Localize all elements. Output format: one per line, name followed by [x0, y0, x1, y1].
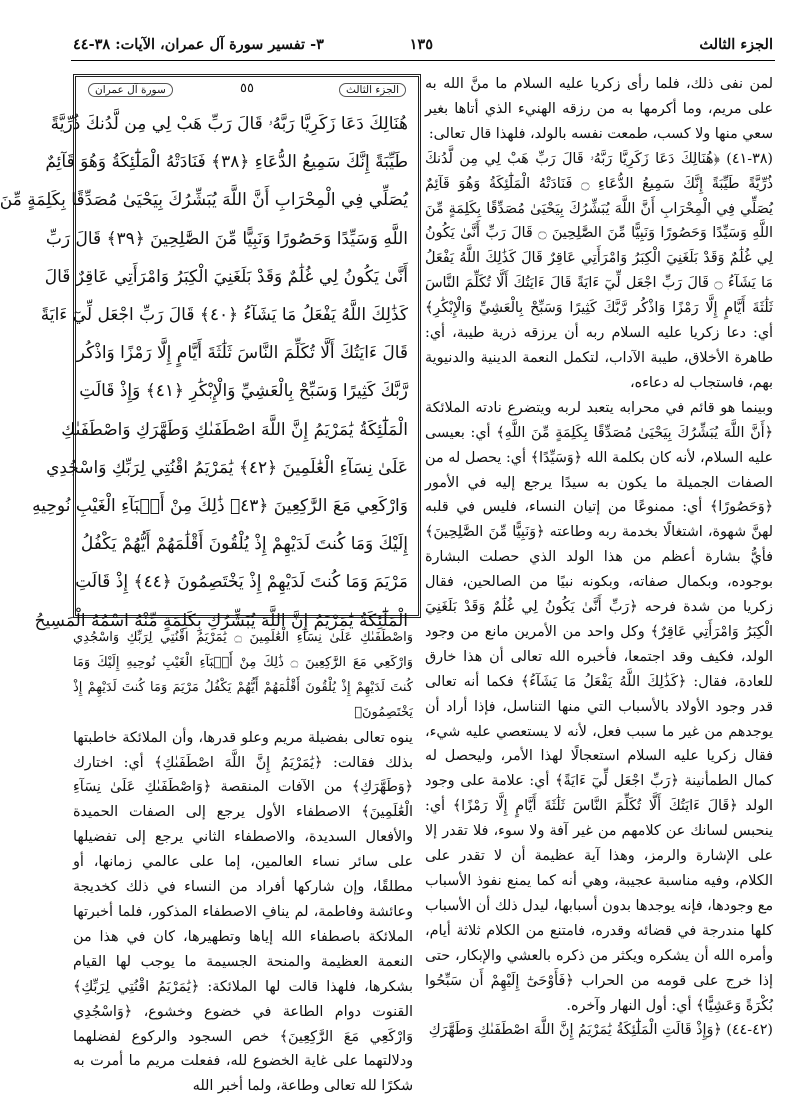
surah-label: سورة آل عمران: [88, 83, 173, 97]
verse-line: هُنَالِكَ دَعَا زَكَرِيَّا رَبَّهُۥ قَالَ رَبِّ هَبْ لِي مِن لَّدُنكَ ذُرِّيَّةً: [50, 114, 408, 134]
verse-line: الْمَلَٰٓئِكَةُ يَٰمَرْيَمُ إِنَّ اللَّهَ اصْطَفَىٰكِ وَطَهَّرَكِ وَاصْطَفَىٰكِ: [61, 419, 408, 440]
verse-line: طَيِّبَةً إِنَّكَ سَمِيعُ الدُّعَاءِ ﴿٣٨﴾ فَنَادَتْهُ الْمَلَٰٓئِكَةُ وَهُوَ قَآئِمٌ: [45, 152, 408, 173]
running-header: [73, 36, 773, 58]
verse-line: الْمَلَٰٓئِكَةُ يَٰمَرْيَمُ إِنَّ اللَّهَ يُبَشِّرُكِ بِكَلِمَةٍ مِّنْهُ اسْمُهُ الْمَسِيحُ: [34, 610, 408, 631]
verse-line: وَارْكَعِي مَعَ الرَّٰكِعِينَ ﴿٤٣﴾ ذَٰلِكَ مِنْ أَنۢبَآءِ الْغَيْبِ نُوحِيهِ: [32, 496, 408, 517]
quran-verses: [0, 105, 408, 640]
verse-line: عَلَىٰ نِسَآءِ الْعَٰلَمِينَ ﴿٤٢﴾ يَٰمَرْيَمُ اقْنُتِي لِرَبِّكِ وَاسْجُدِي: [46, 457, 408, 478]
juz-label: الجزء الثالث: [339, 83, 406, 97]
verse-line: رَّبَّكَ كَثِيرًا وَسَبِّحْ بِالْعَشِيِّ وَالْإِبْكَٰرِ ﴿٤١﴾ وَإِذْ قَالَتِ: [79, 381, 408, 402]
commentary-column-right: [425, 72, 773, 1043]
paragraph: (٣٨-٤١) ﴿هُنَالِكَ دَعَا زَكَرِيَّا رَبَّهُۥ قَالَ رَبِّ هَبْ لِي مِن لَّدُنكَ ذُرِّيَّةً طَيِّبَةً إِنَّكَ سَمِيعُ الدُّعَاءِ ۝ فَنَادَتْهُ الْمَلَٰٓئِكَةُ وَهُوَ قَآئِمٌ يُصَلِّي فِي الْمِحْرَابِ أَنَّ اللَّهَ يُبَشِّرُكَ بِيَحْيَىٰ مُصَدِّقًا بِكَلِمَةٍ مِّنَ اللَّهِ وَسَيِّدًا وَحَصُورًا وَنَبِيًّا مِّنَ الصَّٰلِحِينَ ۝ قَالَ رَبِّ أَنَّىٰ يَكُونُ لِي غُلَٰمٌ وَقَدْ بَلَغَنِيَ الْكِبَرُ وَامْرَأَتِي عَاقِرٌ قَالَ كَذَٰلِكَ اللَّهُ يَفْعَلُ مَا يَشَآءُ ۝ قَالَ رَبِّ اجْعَل لِّيٓ ءَايَةً قَالَ ءَايَتُكَ أَلَّا تُكَلِّمَ النَّاسَ ثَلَٰثَةَ أَيَّامٍ إِلَّا رَمْزًا وَاذْكُر رَّبَّكَ كَثِيرًا وَسَبِّحْ بِالْعَشِيِّ وَالْإِبْكَٰرِ﴾ أي: دعا زكريا عليه السلام ربه أن يرزقه ذرية طيبة، أي: طاهرة الأخلاق، طيبة الآداب، لتكمل النعمة الدينية والدنيوية بهم، فاستجاب له دعاءه،: [425, 150, 773, 391]
section-title: ٣- تفسير سورة آل عمران، الآيات: ٣٨-٤٤: [73, 36, 324, 53]
commentary-column-left: [73, 626, 413, 1099]
verse-line: اللَّهِ وَسَيِّدًا وَحَصُورًا وَنَبِيًّا مِّنَ الصَّٰلِحِينَ ﴿٣٩﴾ قَالَ رَبِّ: [45, 228, 408, 249]
verse-line: قَالَ ءَايَتُكَ أَلَّا تُكَلِّمَ النَّاسَ ثَلَٰثَةَ أَيَّامٍ إِلَّا رَمْزًا وَاذْكُر: [76, 343, 408, 364]
paragraph: لمن نفى ذلك، فلما رأى زكريا عليه السلام ما منَّ الله به على مريم، وما أكرمها به من رزقه الهنيء الذي أتاها بغير سعي منها ولا كسب، طمعت نفسه بالولد، فلهذا قال تعالى:: [425, 76, 773, 142]
mushaf-header: [88, 81, 406, 103]
paragraph: (٤٢-٤٤) ﴿وَإِذْ قَالَتِ الْمَلَٰٓئِكَةُ يَٰمَرْيَمُ إِنَّ اللَّهَ اصْطَفَىٰكِ وَطَهَّرَكِ: [428, 1022, 773, 1039]
verse-line: كَذَٰلِكَ اللَّهُ يَفْعَلُ مَا يَشَآءُ ﴿٤٠﴾ قَالَ رَبِّ اجْعَل لِّيٓ ءَايَةً: [40, 305, 408, 326]
paragraph: وبينما هو قائم في محرابه يتعبد لربه ويتضرع نادته الملائكة ﴿أَنَّ اللَّهَ يُبَشِّرُكَ بِيَحْيَىٰ مُصَدِّقًا بِكَلِمَةٍ مِّنَ اللَّهِ﴾ أي: بعيسى عليه السلام، لأنه كان بكلمة الله ﴿وَسَيِّدًا﴾ أي: يحصل له من الصفات الجميلة ما يكون به سيدًا يرجع إليه في الأمور ﴿وَحَصُورًا﴾ أي: ممنوعًا من إتيان النساء، فليس في قلبه لهنَّ شهوة، اشتغالًا بخدمة ربه وطاعته ﴿وَنَبِيًّا مِّنَ الصَّٰلِحِينَ﴾ فأيُّ بشارة أعظم من هذا الولد الذي حصلت البشارة بوجوده، وبكمال صفاته، وبكونه نبيًا من الصالحين، فقال زكريا من شدة فرحه ﴿رَبِّ أَنَّىٰ يَكُونُ لِي غُلَٰمٌ وَقَدْ بَلَغَنِيَ الْكِبَرُ وَامْرَأَتِي عَاقِرٌ﴾ وكل واحد من الأمرين مانع من وجود الولد، فكيف وقد اجتمعا، فأخبره الله تعالى أن هذا خارق للعادة، فقال: ﴿كَذَٰلِكَ اللَّهُ يَفْعَلُ مَا يَشَآءُ﴾ فكما أنه تعالى قدر وجود الأولاد بالأسباب التي منها التناسل، فإذا أراد أن يوجدهم من غير ما سبب فعل، لأنه لا يستعصي عليه شيء، فقال زكريا عليه السلام استعجالًا لهذا الأمر، وليحصل له كمال الطمأنينة ﴿رَبِّ اجْعَل لِّيٓ ءَايَةً﴾ أي: علامة على وجود الولد ﴿قَالَ ءَايَتُكَ أَلَّا تُكَلِّمَ النَّاسَ ثَلَٰثَةَ أَيَّامٍ إِلَّا رَمْزًا﴾ أي: ينحبس لسانك عن كلامهم من غير آفة ولا سوء، فلا تقدر إلا على الإشارة والرمز، وهذا آية عظيمة أن لا تقدر على الكلام، وفيه مناسبة عجيبة، وهي أنه كما يمنع نفوذ الأسباب مع وجودها، فإنه يوجدها بدون أسبابها، ليدل ذلك أن الأسباب كلها مندرجة في قضائه وقدره، فامتنع من الكلام ثلاثة أيام، وأمره الله أن يشكره ويكثر من ذكره بالعشي والإبكار، حتى إذا خرج على قومه من الحراب ﴿فَأَوْحَىٰٓ إِلَيْهِمْ أَن سَبِّحُوا بُكْرَةً وَعَشِيًّا﴾ أي: أول النهار وآخره.: [425, 399, 773, 1014]
verse-line: يُصَلِّي فِي الْمِحْرَابِ أَنَّ اللَّهَ يُبَشِّرُكَ بِيَحْيَىٰ مُصَدِّقًا بِكَلِمَةٍ مِّنَ: [0, 190, 408, 211]
verse-line: أَنَّىٰ يَكُونُ لِي غُلَٰمٌ وَقَدْ بَلَغَنِيَ الْكِبَرُ وَامْرَأَتِي عَاقِرٌ قَالَ: [44, 266, 408, 287]
paragraph: ينوه تعالى بفضيلة مريم وعلو قدرها، وأن الملائكة خاطبتها بذلك فقالت: ﴿يَٰمَرْيَمُ إِنَّ اللَّهَ اصْطَفَىٰكِ﴾ أي: اختارك ﴿وَطَهَّرَكِ﴾ من الآفات المنقصة ﴿وَاصْطَفَىٰكِ عَلَىٰ نِسَآءِ الْعَٰلَمِينَ﴾ الاصطفاء الأول يرجع إلى الصفات الحميدة والأفعال السديدة، والاصطفاء الثاني يرجع إلى تفضيلها على سائر نساء العالمين، إما على عالمي زمانها، أو مطلقًا، وإن شاركها أفراد من النساء في ذلك كخديجة وعائشة وفاطمة، لم ينافِ الاصطفاء المذكور، فلما أخبرتها الملائكة باصطفاء الله إياها وتطهيرها، كان في هذا من النعمة العظيمة والمنحة الجسيمة ما يوجب لها القيام بشكرها، فلهذا قالت لها الملائكة: ﴿يَٰمَرْيَمُ اقْنُتِي لِرَبِّكِ﴾ القنوت دوام الطاعة في خضوع وخشوع، ﴿وَاسْجُدِي وَارْكَعِي مَعَ الرَّٰكِعِينَ﴾ خص السجود والركوع لفضلهما ودلالتهما على غاية الخضوع لله، ففعلت مريم ما أمرت به شكرًا لله تعالى وطاعة، ولما أخبر الله: [73, 729, 413, 1095]
page-number: ١٣٥: [409, 36, 433, 53]
quoted-verses: وَاصْطَفَىٰكِ عَلَىٰ نِسَآءِ الْعَٰلَمِينَ ۝ يَٰمَرْيَمُ اقْنُتِي لِرَبِّكِ وَاسْجُدِي وَارْكَعِي مَعَ الرَّٰكِعِينَ ۝ ذَٰلِكَ مِنْ أَنۢبَآءِ الْغَيْبِ نُوحِيهِ إِلَيْكَ وَمَا كُنتَ لَدَيْهِمْ إِذْ يُلْقُونَ أَقْلَٰمَهُمْ أَيُّهُمْ يَكْفُلُ مَرْيَمَ وَمَا كُنتَ لَدَيْهِمْ إِذْ يَخْتَصِمُونَ﴾: [73, 630, 413, 720]
mushaf-page-box: [0, 74, 421, 631]
verse-line: إِلَيْكَ وَمَا كُنتَ لَدَيْهِمْ إِذْ يُلْقُونَ أَقْلَٰمَهُمْ أَيُّهُمْ يَكْفُلُ: [80, 534, 408, 555]
verse-line: مَرْيَمَ وَمَا كُنتَ لَدَيْهِمْ إِذْ يَخْتَصِمُونَ ﴿٤٤﴾ إِذْ قَالَتِ: [75, 572, 408, 593]
mushaf-page-number: ٥٥: [240, 81, 254, 96]
header-divider: [71, 60, 775, 61]
part-label: الجزء الثالث: [699, 36, 773, 53]
